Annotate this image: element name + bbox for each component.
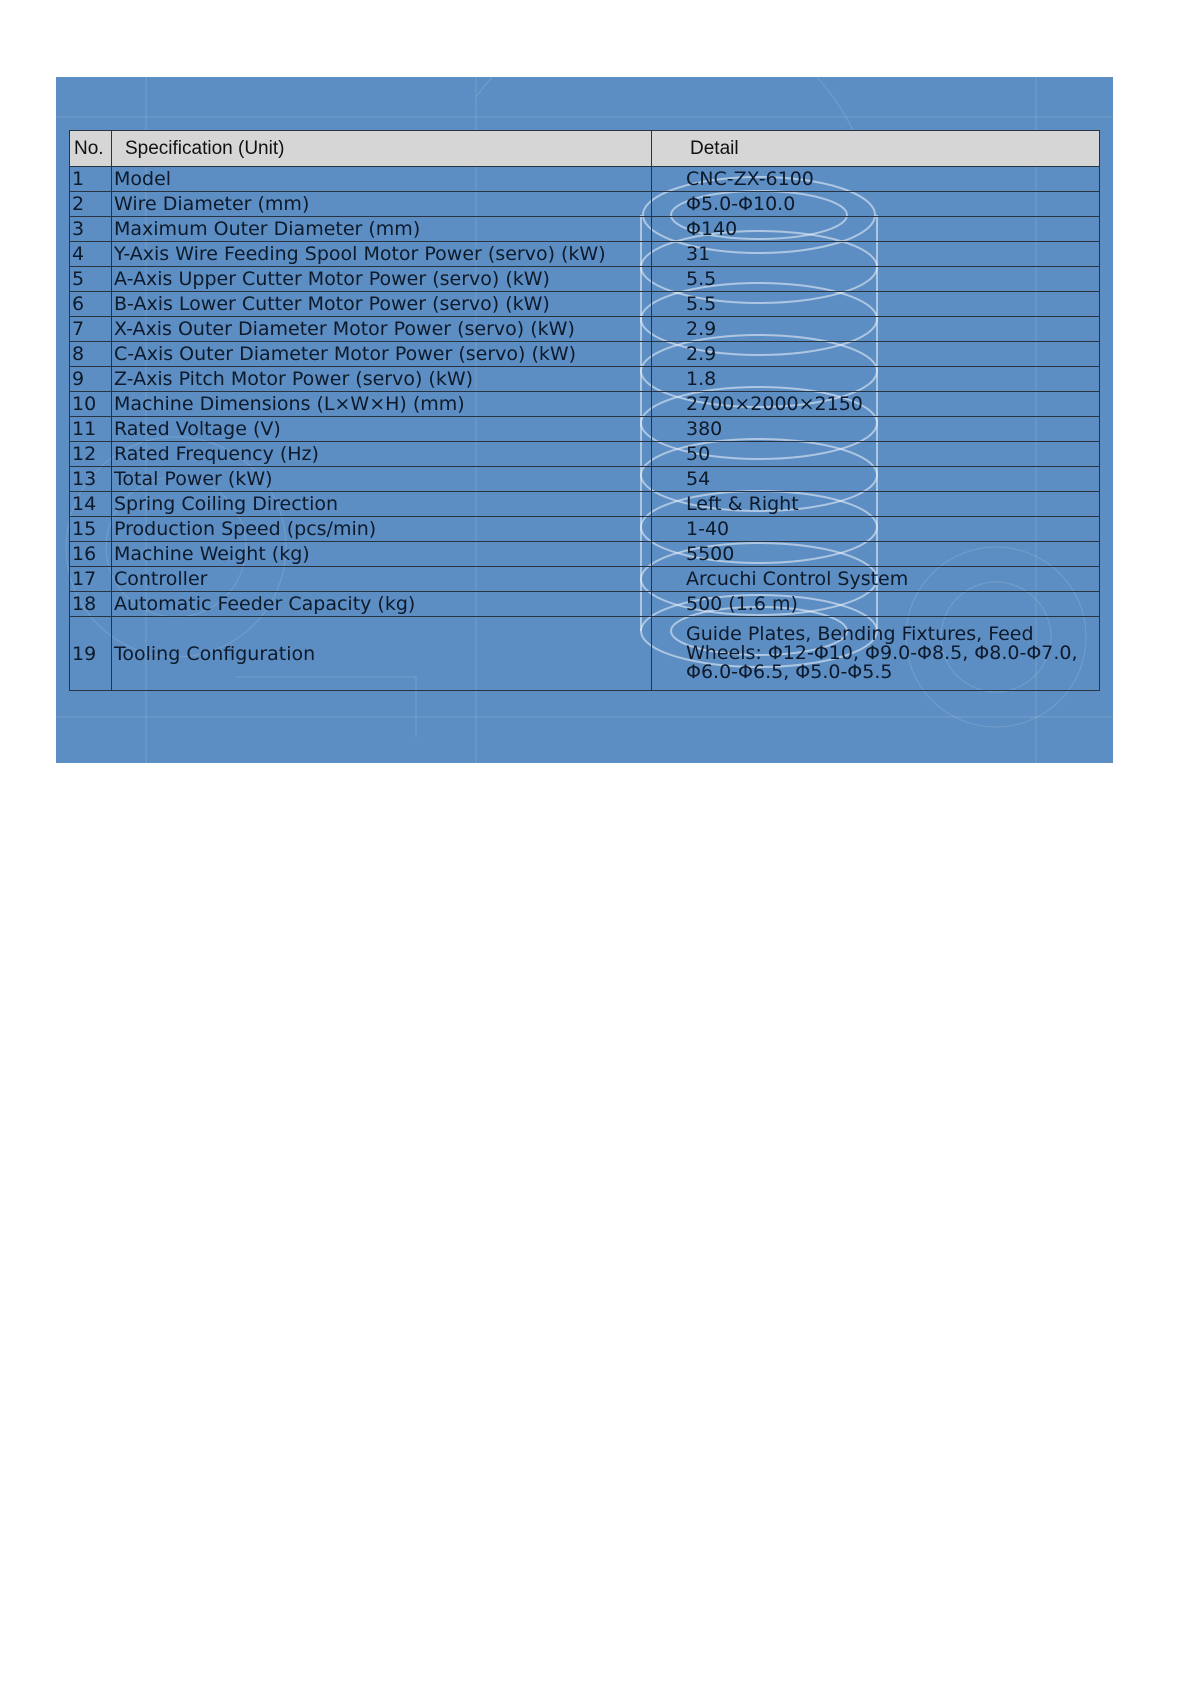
table-row bbox=[70, 517, 1100, 542]
row-specification: Machine Weight (kg) bbox=[112, 542, 652, 567]
row-number: 13 bbox=[70, 467, 112, 492]
row-detail: CNC-ZX-6100 bbox=[652, 167, 1100, 192]
row-detail: 1-40 bbox=[652, 517, 1100, 542]
table-row bbox=[70, 442, 1100, 467]
row-number: 19 bbox=[70, 617, 112, 691]
row-number: 14 bbox=[70, 492, 112, 517]
table-row bbox=[70, 467, 1100, 492]
row-number: 18 bbox=[70, 592, 112, 617]
row-specification: X-Axis Outer Diameter Motor Power (servo) (kW) bbox=[112, 317, 652, 342]
row-specification: Wire Diameter (mm) bbox=[112, 192, 652, 217]
row-specification: C-Axis Outer Diameter Motor Power (servo) (kW) bbox=[112, 342, 652, 367]
row-number: 5 bbox=[70, 267, 112, 292]
table-header-row bbox=[70, 131, 1100, 167]
row-number: 6 bbox=[70, 292, 112, 317]
row-detail: 54 bbox=[652, 467, 1100, 492]
row-specification: Rated Frequency (Hz) bbox=[112, 442, 652, 467]
row-detail: 5.5 bbox=[652, 267, 1100, 292]
row-number: 2 bbox=[70, 192, 112, 217]
row-number: 15 bbox=[70, 517, 112, 542]
row-specification: Spring Coiling Direction bbox=[112, 492, 652, 517]
row-number: 12 bbox=[70, 442, 112, 467]
row-detail: 50 bbox=[652, 442, 1100, 467]
row-detail: Arcuchi Control System bbox=[652, 567, 1100, 592]
row-detail: Φ140 bbox=[652, 217, 1100, 242]
row-detail: Left & Right bbox=[652, 492, 1100, 517]
table-row bbox=[70, 242, 1100, 267]
specification-table bbox=[69, 130, 1100, 691]
table-row bbox=[70, 192, 1100, 217]
table-row bbox=[70, 292, 1100, 317]
row-number: 16 bbox=[70, 542, 112, 567]
row-specification: Maximum Outer Diameter (mm) bbox=[112, 217, 652, 242]
row-number: 7 bbox=[70, 317, 112, 342]
row-number: 10 bbox=[70, 392, 112, 417]
table-row bbox=[70, 217, 1100, 242]
row-detail: 1.8 bbox=[652, 367, 1100, 392]
row-specification: Z-Axis Pitch Motor Power (servo) (kW) bbox=[112, 367, 652, 392]
table-row bbox=[70, 567, 1100, 592]
table-row bbox=[70, 592, 1100, 617]
row-specification: Automatic Feeder Capacity (kg) bbox=[112, 592, 652, 617]
row-specification: Model bbox=[112, 167, 652, 192]
row-number: 4 bbox=[70, 242, 112, 267]
header-detail: Detail bbox=[652, 131, 1100, 167]
table-row bbox=[70, 417, 1100, 442]
row-detail: 2.9 bbox=[652, 317, 1100, 342]
table-row bbox=[70, 267, 1100, 292]
row-detail: 5.5 bbox=[652, 292, 1100, 317]
table-row bbox=[70, 167, 1100, 192]
row-number: 17 bbox=[70, 567, 112, 592]
table-row bbox=[70, 317, 1100, 342]
row-number: 9 bbox=[70, 367, 112, 392]
row-specification: Rated Voltage (V) bbox=[112, 417, 652, 442]
row-number: 3 bbox=[70, 217, 112, 242]
table-row bbox=[70, 367, 1100, 392]
row-specification: Machine Dimensions (L×W×H) (mm) bbox=[112, 392, 652, 417]
row-specification: Production Speed (pcs/min) bbox=[112, 517, 652, 542]
row-detail: Guide Plates, Bending Fixtures, Feed Wheels: Φ12-Φ10, Φ9.0-Φ8.5, Φ8.0-Φ7.0, Φ6.0-Φ6.5, Φ5.0-Φ5.5 bbox=[652, 617, 1100, 691]
row-specification: Controller bbox=[112, 567, 652, 592]
row-detail: 500 (1.6 m) bbox=[652, 592, 1100, 617]
row-number: 1 bbox=[70, 167, 112, 192]
row-specification: Y-Axis Wire Feeding Spool Motor Power (servo) (kW) bbox=[112, 242, 652, 267]
table-row bbox=[70, 542, 1100, 567]
row-detail: 2700×2000×2150 bbox=[652, 392, 1100, 417]
row-detail: 31 bbox=[652, 242, 1100, 267]
table-row bbox=[70, 392, 1100, 417]
row-detail: 380 bbox=[652, 417, 1100, 442]
header-specification: Specification (Unit) bbox=[112, 131, 652, 167]
row-specification: Tooling Configuration bbox=[112, 617, 652, 691]
row-number: 11 bbox=[70, 417, 112, 442]
row-detail: 2.9 bbox=[652, 342, 1100, 367]
row-specification: A-Axis Upper Cutter Motor Power (servo) (kW) bbox=[112, 267, 652, 292]
row-specification: Total Power (kW) bbox=[112, 467, 652, 492]
row-detail: 5500 bbox=[652, 542, 1100, 567]
row-detail: Φ5.0-Φ10.0 bbox=[652, 192, 1100, 217]
row-number: 8 bbox=[70, 342, 112, 367]
header-no: No. bbox=[70, 131, 112, 167]
blueprint-panel bbox=[56, 77, 1113, 763]
table-row bbox=[70, 492, 1100, 517]
row-specification: B-Axis Lower Cutter Motor Power (servo) (kW) bbox=[112, 292, 652, 317]
table-row bbox=[70, 342, 1100, 367]
table-row bbox=[70, 617, 1100, 691]
